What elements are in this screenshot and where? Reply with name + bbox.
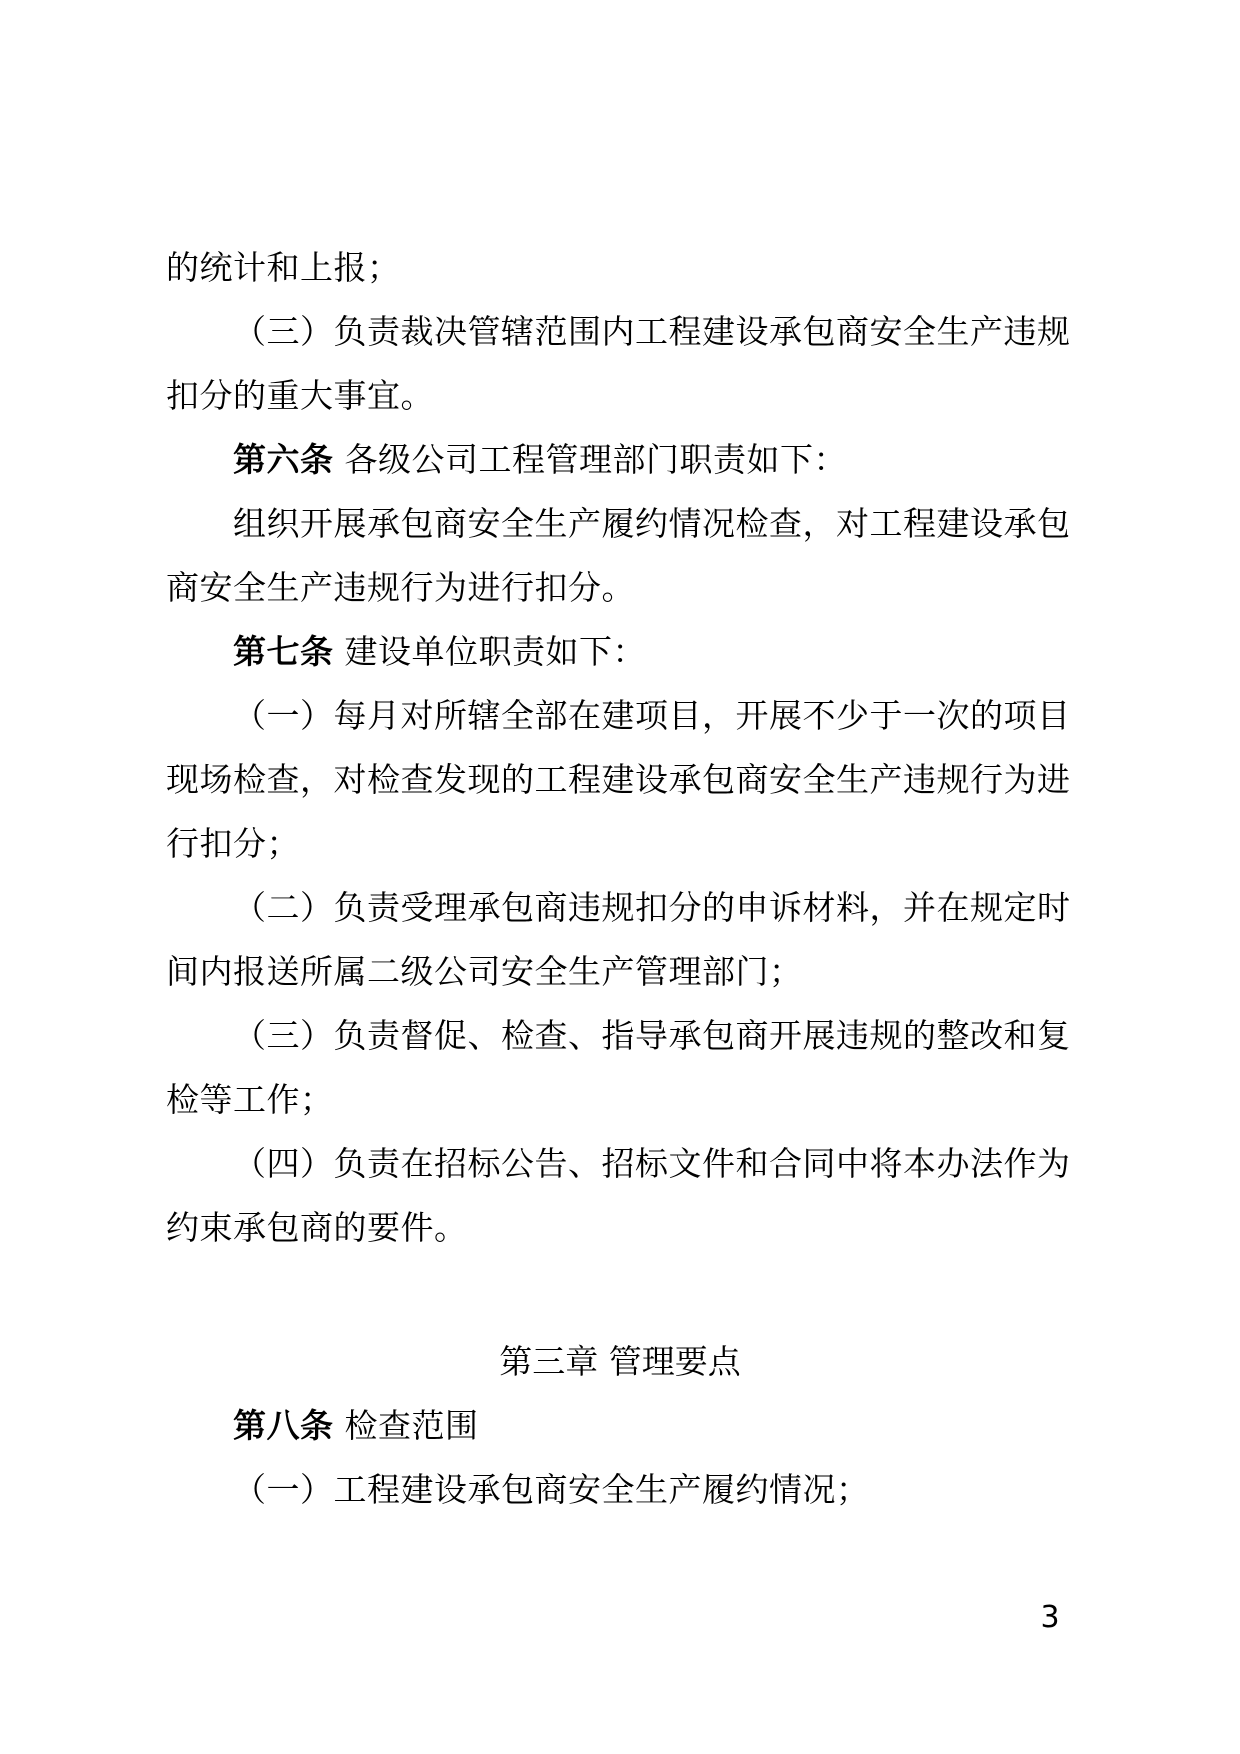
text-line: 约束承包商的要件。 [166, 1208, 468, 1247]
text-line: 现场检查，对检查发现的工程建设承包商安全生产违规行为进 [166, 760, 1071, 799]
text-line: 行扣分； [166, 824, 300, 863]
text-line: 组织开展承包商安全生产履约情况检查，对工程建设承包 [233, 504, 1071, 543]
text-line: 间内报送所属二级公司安全生产管理部门； [166, 952, 803, 991]
text-line: 的统计和上报； [166, 248, 401, 287]
page-number: 3 [1040, 1600, 1060, 1635]
text-line: （二）负责受理承包商违规扣分的申诉材料，并在规定时 [233, 888, 1071, 927]
article-6-line [233, 438, 1153, 482]
article-label: 第六条 [233, 440, 334, 479]
article-text: 各级公司工程管理部门职责如下： [333, 440, 847, 479]
chapter-title: 第三章 管理要点 [499, 1342, 741, 1381]
article-8-line [233, 1404, 1153, 1448]
text-line: 商安全生产违规行为进行扣分。 [166, 568, 635, 607]
text-line: （三）负责督促、检查、指导承包商开展违规的整改和复 [233, 1016, 1071, 1055]
text-line: （三）负责裁决管辖范围内工程建设承包商安全生产违规 [233, 312, 1071, 351]
article-label: 第八条 [233, 1406, 334, 1445]
article-text: 建设单位职责如下： [333, 632, 646, 671]
article-label: 第七条 [233, 632, 334, 671]
text-line: （一）工程建设承包商安全生产履约情况； [233, 1470, 870, 1509]
text-line: 扣分的重大事宜。 [166, 376, 434, 415]
article-7-line [233, 630, 1153, 674]
text-line: （四）负责在招标公告、招标文件和合同中将本办法作为 [233, 1144, 1071, 1183]
text-line: 检等工作； [166, 1080, 334, 1119]
text-line: （一）每月对所辖全部在建项目，开展不少于一次的项目 [233, 696, 1071, 735]
article-text: 检查范围 [333, 1406, 479, 1445]
